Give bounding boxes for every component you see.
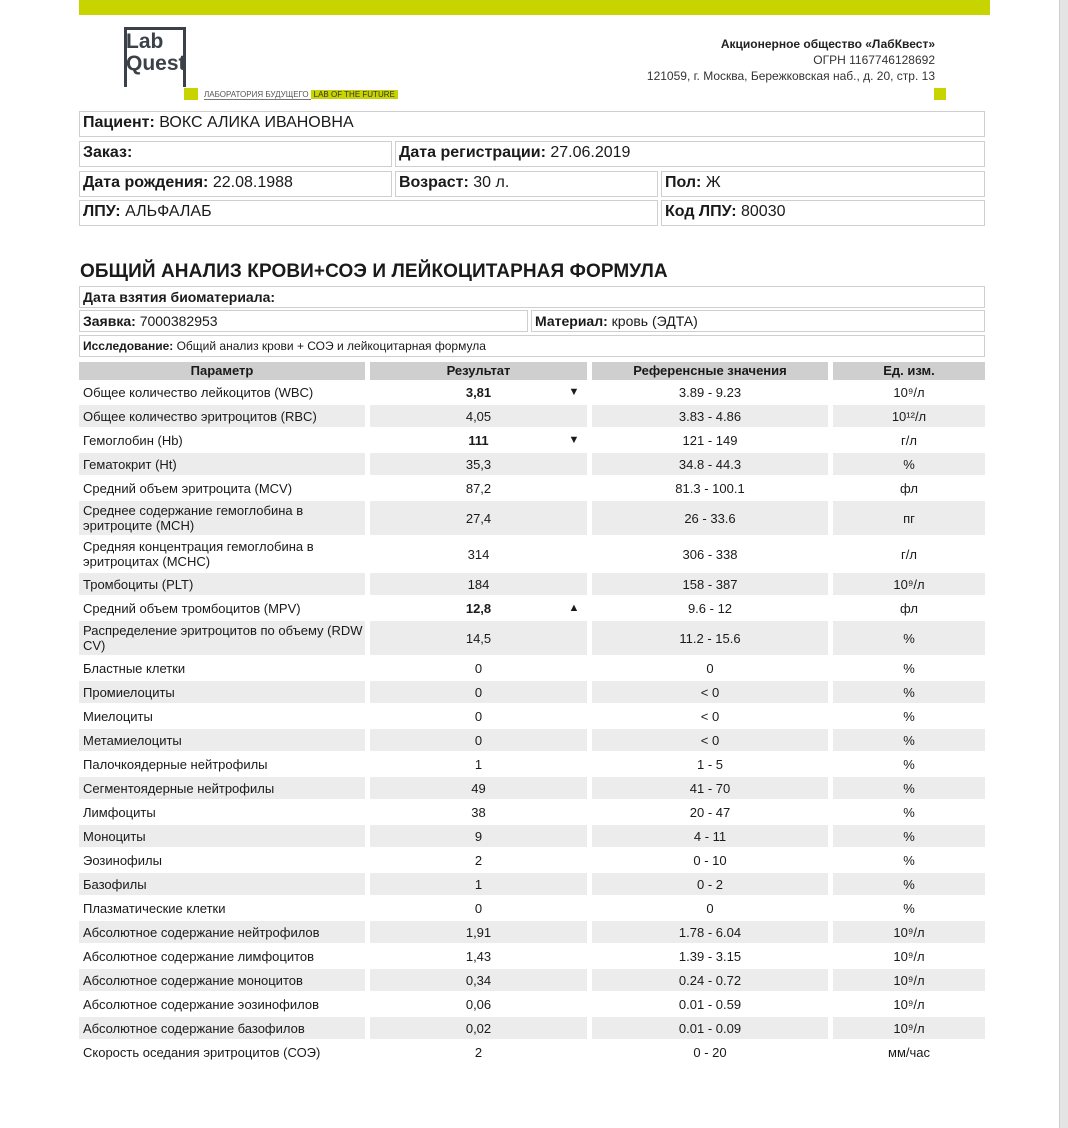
sex-value: Ж <box>705 174 721 191</box>
table-row <box>79 969 985 991</box>
table-row <box>79 777 985 799</box>
material-label: Материал: <box>535 313 608 329</box>
material-value: кровь (ЭДТА) <box>611 313 698 329</box>
cell-result: 12,8 <box>465 600 492 616</box>
cell-reference: 0.01 - 0.09 <box>592 1017 828 1039</box>
cell-parameter: Моноциты <box>79 825 365 847</box>
cell-result: 3,81 <box>465 384 492 400</box>
cell-parameter: Тромбоциты (PLT) <box>79 573 365 595</box>
cell-parameter: Средний объем тромбоцитов (MPV) <box>83 600 301 616</box>
cell-unit: % <box>833 777 985 799</box>
cell-result: 0,02 <box>370 1017 587 1039</box>
abnormal-flag-icon <box>567 657 581 679</box>
material-cell <box>531 310 985 332</box>
table-row <box>79 429 985 451</box>
table-row <box>79 573 985 595</box>
cell-reference: 1 - 5 <box>696 756 723 772</box>
cell-result: 49 <box>370 777 587 799</box>
cell-unit: % <box>903 852 915 868</box>
cell-reference: 20 - 47 <box>689 804 731 820</box>
study-value: Общий анализ крови + СОЭ и лейкоцитарная формула <box>176 339 486 353</box>
table-row <box>79 381 985 403</box>
table-row <box>79 753 985 775</box>
table-row <box>79 705 985 727</box>
abnormal-flag-icon <box>567 801 581 823</box>
cell-reference: 0 - 2 <box>592 873 828 895</box>
cell-result: 0 <box>370 729 587 751</box>
table-row <box>79 1017 985 1039</box>
abnormal-flag-icon <box>567 729 581 751</box>
cell-unit: % <box>833 729 985 751</box>
cell-reference: 3.89 - 9.23 <box>678 384 742 400</box>
cell-parameter: Эозинофилы <box>83 852 162 868</box>
cell-reference: 0.01 - 0.59 <box>678 996 742 1012</box>
cell-reference: < 0 <box>592 681 828 703</box>
company-accent-square <box>934 88 946 100</box>
cell-result: 14,5 <box>370 621 587 655</box>
cell-unit: % <box>903 660 915 676</box>
cell-parameter: Гематокрит (Ht) <box>79 453 365 475</box>
table-row <box>79 681 985 703</box>
cell-reference: 4 - 11 <box>592 825 828 847</box>
table-row <box>79 597 985 619</box>
cell-reference: 1.78 - 6.04 <box>592 921 828 943</box>
cell-result: 0 <box>474 660 483 676</box>
cell-result: 184 <box>370 573 587 595</box>
order-cell <box>79 141 392 167</box>
cell-result: 0 <box>370 681 587 703</box>
cell-unit: % <box>903 708 915 724</box>
patient-value: ВОКС АЛИКА ИВАНОВНА <box>159 114 354 131</box>
cell-parameter: Абсолютное содержание базофилов <box>79 1017 365 1039</box>
cell-result: 0,06 <box>465 996 492 1012</box>
table-row <box>79 873 985 895</box>
header-unit: Ед. изм. <box>833 362 985 380</box>
dob-label: Дата рождения: <box>83 174 209 191</box>
cell-unit: 10⁹/л <box>833 1017 985 1039</box>
cell-parameter: Общее количество эритроцитов (RBC) <box>79 405 365 427</box>
cell-result: 1,91 <box>370 921 587 943</box>
cell-parameter: Базофилы <box>79 873 365 895</box>
table-row <box>79 825 985 847</box>
table-row <box>79 849 985 871</box>
cell-unit: % <box>833 825 985 847</box>
lpu-code-value: 80030 <box>741 203 786 220</box>
age-cell <box>395 171 658 197</box>
cell-result: 1,43 <box>465 948 492 964</box>
cell-reference: 0 <box>706 660 714 676</box>
cell-parameter: Абсолютное содержание моноцитов <box>79 969 365 991</box>
abnormal-flag-icon <box>567 621 581 655</box>
cell-unit: 10¹²/л <box>833 405 985 427</box>
cell-reference: 81.3 - 100.1 <box>675 480 745 496</box>
lpu-code-cell <box>661 200 985 226</box>
study-cell <box>79 335 985 357</box>
company-address: 121059, г. Москва, Бережковская наб., д. 20, стр. 13 <box>646 69 935 83</box>
cell-unit: 10⁹/л <box>833 969 985 991</box>
cell-unit: г/л <box>901 546 917 562</box>
abnormal-flag-icon <box>567 453 581 475</box>
table-row <box>79 453 985 475</box>
cell-reference: 1.39 - 3.15 <box>678 948 742 964</box>
cell-result: 0,34 <box>370 969 587 991</box>
cell-unit: 10⁹/л <box>893 384 925 400</box>
table-row <box>79 405 985 427</box>
table-row <box>79 945 985 967</box>
abnormal-flag-icon <box>567 1041 581 1063</box>
cell-parameter: Скорость оседания эритроцитов (СОЭ) <box>83 1044 321 1060</box>
abnormal-flag-icon <box>567 969 581 991</box>
table-row <box>79 993 985 1015</box>
abnormal-flag-icon <box>567 681 581 703</box>
company-info <box>647 36 935 84</box>
cell-parameter: Промиелоциты <box>79 681 365 703</box>
cell-parameter: Средняя концентрация гемоглобина в эритроцитах (MCHC) <box>83 539 314 569</box>
abnormal-flag-icon: ▲ <box>568 602 580 614</box>
lpu-label: ЛПУ: <box>83 203 121 220</box>
abnormal-flag-icon <box>567 501 581 535</box>
cell-parameter: Палочкоядерные нейтрофилы <box>83 756 268 772</box>
study-label: Исследование: <box>83 339 174 353</box>
abnormal-flag-icon: ▼ <box>568 434 580 446</box>
cell-unit: фл <box>900 600 918 616</box>
cell-unit: пг <box>833 501 985 535</box>
cell-reference: 34.8 - 44.3 <box>592 453 828 475</box>
table-row <box>79 897 985 919</box>
cell-reference: < 0 <box>592 729 828 751</box>
cell-parameter: Абсолютное содержание лимфоцитов <box>83 948 315 964</box>
cell-parameter: Среднее содержание гемоглобина в эритроците (MCH) <box>79 501 365 535</box>
cell-unit: 10⁹/л <box>833 921 985 943</box>
lpu-cell <box>79 200 658 226</box>
cell-parameter: Общее количество лейкоцитов (WBC) <box>83 384 314 400</box>
cell-parameter: Распределение эритроцитов по объему (RDW CV) <box>79 621 365 655</box>
registration-cell <box>395 141 985 167</box>
logo-accent-square <box>184 88 198 100</box>
cell-reference: 41 - 70 <box>592 777 828 799</box>
request-label: Заявка: <box>83 313 136 329</box>
page-edge <box>1059 0 1068 1128</box>
cell-result: 35,3 <box>370 453 587 475</box>
abnormal-flag-icon <box>567 753 581 775</box>
dob-cell <box>79 171 392 197</box>
abnormal-flag-icon <box>567 849 581 871</box>
cell-parameter: Плазматические клетки <box>83 900 226 916</box>
cell-reference: 121 - 149 <box>682 432 738 448</box>
cell-reference: 9.6 - 12 <box>687 600 733 616</box>
cell-result: 4,05 <box>370 405 587 427</box>
lpu-code-label: Код ЛПУ: <box>665 203 737 220</box>
table-row <box>79 657 985 679</box>
registration-value: 27.06.2019 <box>550 144 631 161</box>
table-row <box>79 537 985 571</box>
age-value: 30 л. <box>473 174 510 191</box>
table-row <box>79 1041 985 1063</box>
logo-text-lab: Lab <box>126 30 164 53</box>
abnormal-flag-icon <box>567 537 581 571</box>
table-row <box>79 477 985 499</box>
abnormal-flag-icon <box>567 477 581 499</box>
abnormal-flag-icon <box>567 873 581 895</box>
cell-reference: 26 - 33.6 <box>592 501 828 535</box>
lpu-value: АЛЬФАЛАБ <box>125 203 212 220</box>
cell-result: 9 <box>370 825 587 847</box>
abnormal-flag-icon <box>567 777 581 799</box>
company-ogrn: ОГРН 1167746128692 <box>813 53 935 67</box>
header-parameter: Параметр <box>79 362 365 380</box>
abnormal-flag-icon <box>567 921 581 943</box>
logo-tagline <box>204 89 398 100</box>
order-label: Заказ: <box>83 144 133 161</box>
cell-unit: 10⁹/л <box>893 996 925 1012</box>
abnormal-flag-icon <box>567 705 581 727</box>
cell-parameter: Абсолютное содержание нейтрофилов <box>79 921 365 943</box>
labquest-logo <box>124 27 188 91</box>
request-value: 7000382953 <box>139 313 218 329</box>
cell-result: 314 <box>467 546 490 562</box>
cell-reference: 11.2 - 15.6 <box>592 621 828 655</box>
abnormal-flag-icon <box>567 1017 581 1039</box>
cell-unit: мм/час <box>888 1044 930 1060</box>
table-row <box>79 501 985 535</box>
cell-unit: % <box>833 681 985 703</box>
patient-cell <box>79 111 985 137</box>
cell-unit: % <box>833 453 985 475</box>
age-label: Возраст: <box>399 174 469 191</box>
table-row <box>79 729 985 751</box>
cell-reference: 0 - 20 <box>693 1044 727 1060</box>
abnormal-flag-icon <box>567 945 581 967</box>
dob-value: 22.08.1988 <box>212 174 293 191</box>
cell-result: 2 <box>474 1044 483 1060</box>
header-result: Результат <box>370 362 587 380</box>
abnormal-flag-icon <box>567 405 581 427</box>
cell-reference: 3.83 - 4.86 <box>592 405 828 427</box>
logo-text-quest: Quest <box>126 52 186 75</box>
cell-result: 1 <box>370 873 587 895</box>
cell-result: 1 <box>474 756 483 772</box>
sex-cell <box>661 171 985 197</box>
abnormal-flag-icon <box>567 897 581 919</box>
table-row <box>79 621 985 655</box>
cell-unit: фл <box>900 480 918 496</box>
cell-parameter: Метамиелоциты <box>79 729 365 751</box>
abnormal-flag-icon <box>567 825 581 847</box>
company-name: Акционерное общество «ЛабКвест» <box>720 37 935 51</box>
cell-parameter: Абсолютное содержание эозинофилов <box>83 996 319 1012</box>
cell-result: 2 <box>474 852 483 868</box>
registration-label: Дата регистрации: <box>399 144 546 161</box>
cell-unit: % <box>903 756 915 772</box>
table-row <box>79 801 985 823</box>
cell-result: 0 <box>474 708 483 724</box>
cell-unit: % <box>833 873 985 895</box>
cell-reference: 306 - 338 <box>682 546 738 562</box>
cell-unit: г/л <box>901 432 917 448</box>
cell-result: 38 <box>471 804 486 820</box>
cell-unit: 10⁹/л <box>893 948 925 964</box>
abnormal-flag-icon <box>567 573 581 595</box>
analysis-title: ОБЩИЙ АНАЛИЗ КРОВИ+СОЭ И ЛЕЙКОЦИТАРНАЯ ФОРМУЛА <box>80 261 668 282</box>
cell-reference: 0 <box>706 900 714 916</box>
cell-reference: 0.24 - 0.72 <box>592 969 828 991</box>
sample-date-label: Дата взятия биоматериала: <box>83 289 276 305</box>
request-cell <box>79 310 528 332</box>
tagline-ru: ЛАБОРАТОРИЯ БУДУЩЕГО <box>204 90 309 99</box>
cell-reference: 158 - 387 <box>592 573 828 595</box>
abnormal-flag-icon <box>567 993 581 1015</box>
cell-unit: % <box>833 621 985 655</box>
cell-parameter: Миелоциты <box>83 708 153 724</box>
cell-result: 27,4 <box>370 501 587 535</box>
cell-parameter: Сегментоядерные нейтрофилы <box>79 777 365 799</box>
cell-reference: 0 - 10 <box>693 852 727 868</box>
abnormal-flag-icon: ▼ <box>568 386 580 398</box>
cell-parameter: Лимфоциты <box>83 804 156 820</box>
sex-label: Пол: <box>665 174 702 191</box>
table-row <box>79 921 985 943</box>
cell-parameter: Средний объем эритроцита (MCV) <box>83 480 293 496</box>
patient-label: Пациент: <box>83 114 155 131</box>
cell-parameter: Гемоглобин (Hb) <box>83 432 183 448</box>
sample-date-cell <box>79 286 985 308</box>
header-accent-bar <box>79 0 990 15</box>
cell-parameter: Бластные клетки <box>83 660 186 676</box>
tagline-en: LAB OF THE FUTURE <box>311 90 398 99</box>
cell-result: 111 <box>468 432 489 448</box>
cell-unit: % <box>903 900 915 916</box>
cell-reference: < 0 <box>700 708 720 724</box>
cell-unit: 10⁹/л <box>833 573 985 595</box>
cell-unit: % <box>903 804 915 820</box>
cell-result: 87,2 <box>465 480 492 496</box>
header-reference: Референсные значения <box>592 362 828 380</box>
cell-result: 0 <box>474 900 483 916</box>
